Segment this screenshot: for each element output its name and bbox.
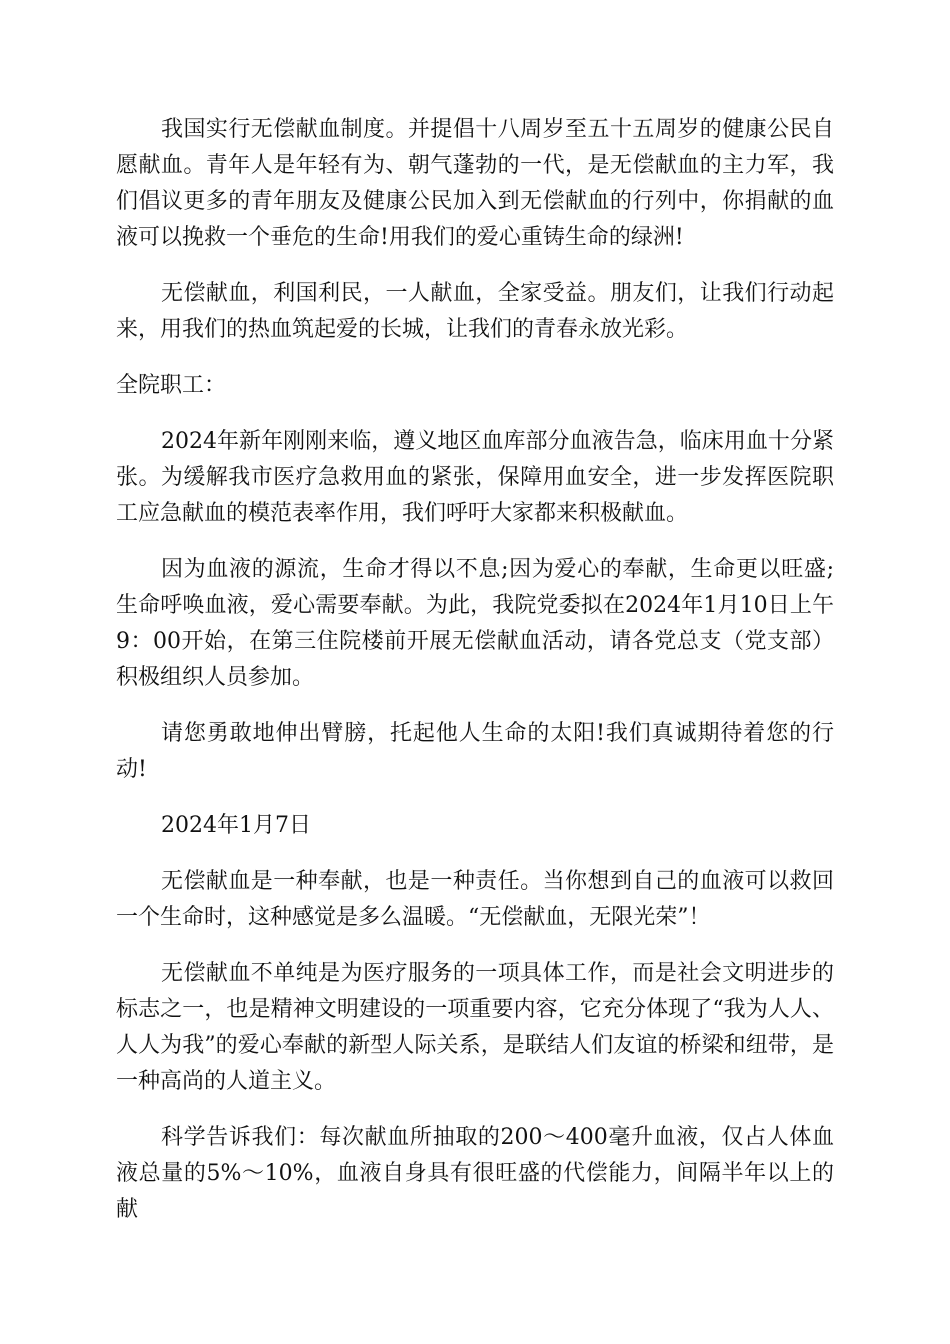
paragraph-appeal: 请您勇敢地伸出臂膀，托起他人生命的太阳!我们真诚期待着您的行动! <box>116 721 834 782</box>
document-page <box>116 112 834 1248</box>
paragraph-call-to-action: 无偿献血，利国利民，一人献血，全家受益。朋友们，让我们行动起来，用我们的热血筑起爱的长城，让我们的青春永放光彩。 <box>116 281 834 342</box>
paragraph-blood-donation-system: 我国实行无偿献血制度。并提倡十八周岁至五十五周岁的健康公民自愿献血。青年人是年轻有为、朝气蓬勃的一代，是无偿献血的主力军，我们倡议更多的青年朋友及健康公民加入到无偿献血的行列中，你捐献的血液可以挽救一个垂危的生命!用我们的爱心重铸生命的绿洲! <box>116 117 834 250</box>
paragraph-blood-shortage: 2024年新年刚刚来临，遵义地区血库部分血液告急，临床用血十分紧张。为缓解我市医疗急救用血的紧张，保障用血安全，进一步发挥医院职工应急献血的模范表率作用，我们呼吁大家都来积极献血。 <box>116 429 834 526</box>
document-date: 2024年1月7日 <box>161 813 311 838</box>
paragraph-dedication: 无偿献血是一种奉献，也是一种责任。当你想到自己的血液可以救回一个生命时，这种感觉是多么温暖。“无偿献血，无限光荣”！ <box>116 869 834 930</box>
paragraph-event-announcement: 因为血液的源流，生命才得以不息;因为爱心的奉献，生命更以旺盛;生命呼唤血液，爱心需要奉献。为此，我院党委拟在2024年1月10日上午9：00开始，在第三住院楼前开展无偿献血活动，请各党总支（党支部）积极组织人员参加。 <box>116 557 834 690</box>
paragraph-social-progress: 无偿献血不单纯是为医疗服务的一项具体工作，而是社会文明进步的标志之一，也是精神文明建设的一项重要内容，它充分体现了“我为人人、人人为我”的爱心奉献的新型人际关系，是联结人们友谊的桥梁和纽带，是一种高尚的人道主义。 <box>116 961 834 1094</box>
salutation: 全院职工： <box>116 373 227 398</box>
paragraph-science-facts: 科学告诉我们：每次献血所抽取的200～400毫升血液，仅占人体血液总量的5%～10%，血液自身具有很旺盛的代偿能力，间隔半年以上的献 <box>116 1125 834 1222</box>
